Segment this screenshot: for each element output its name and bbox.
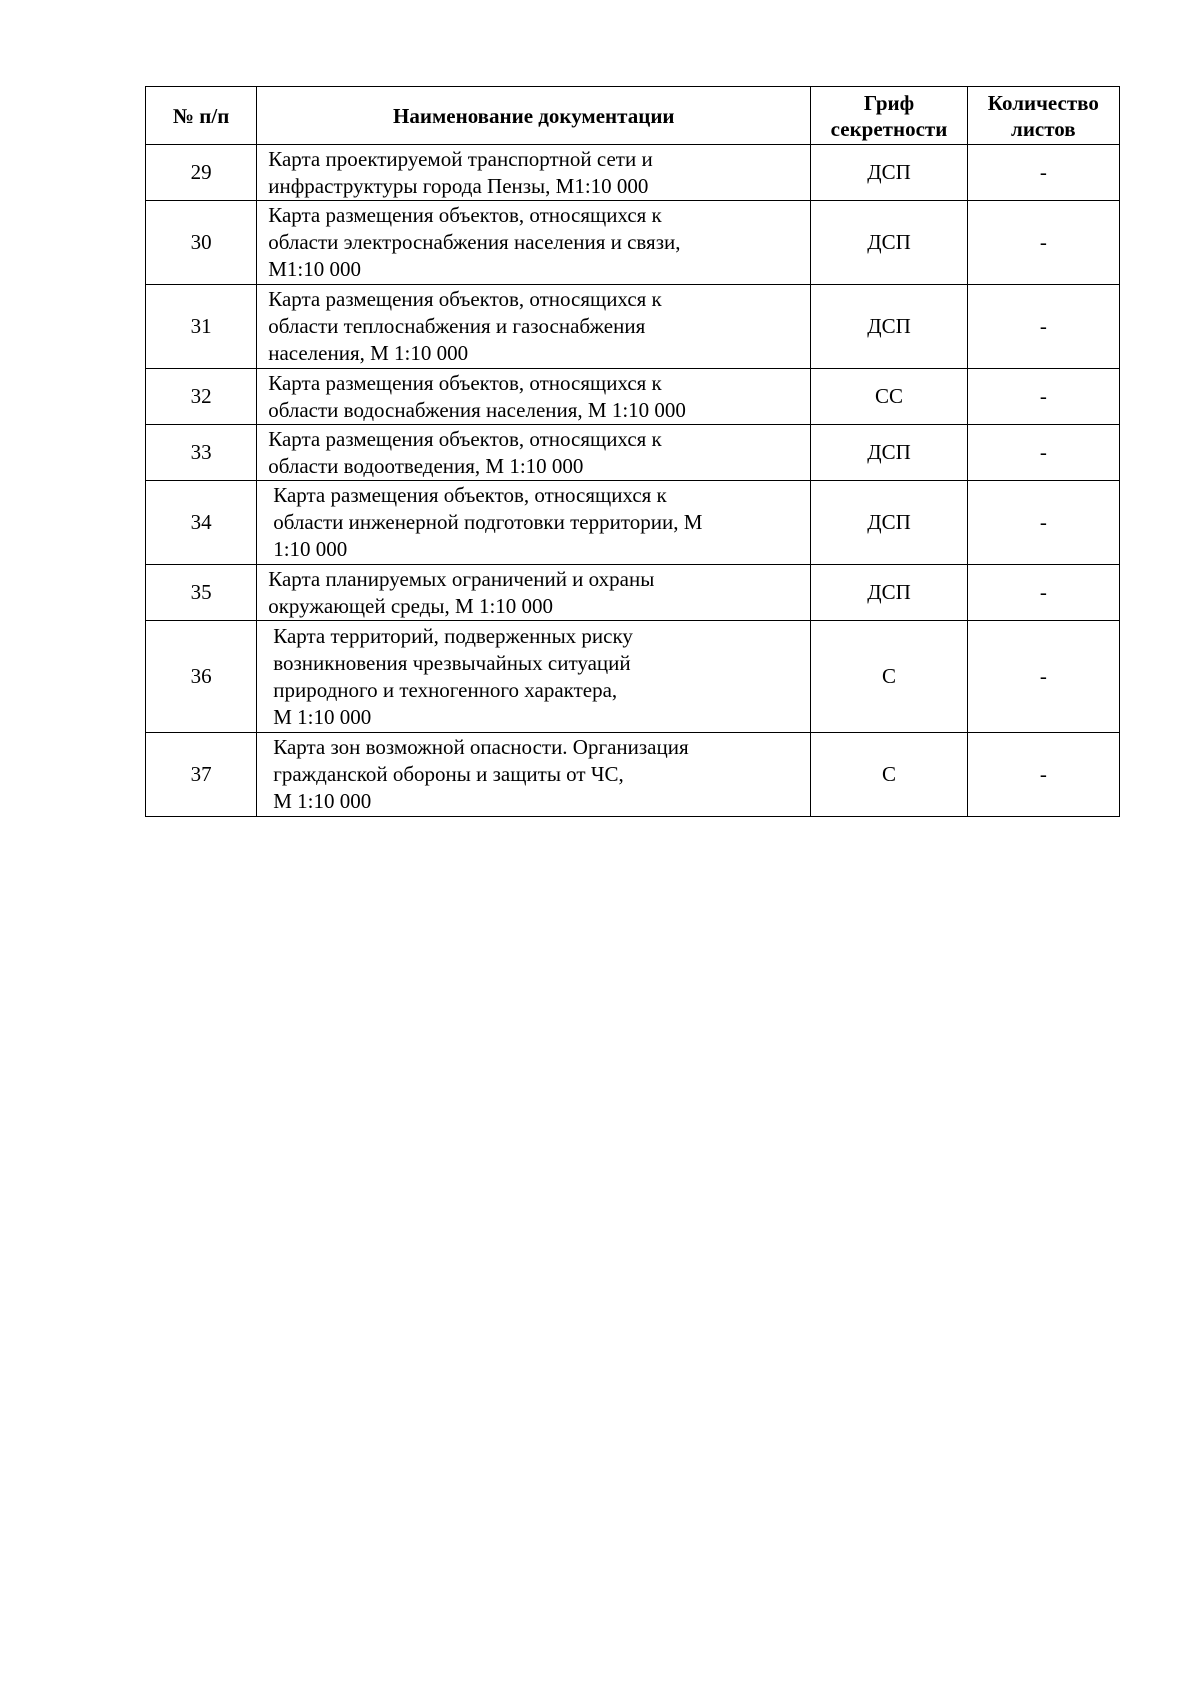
row-grif: СС: [811, 369, 967, 425]
header-num: № п/п: [146, 87, 257, 145]
row-grif: ДСП: [811, 145, 967, 201]
table-row: [146, 145, 1120, 201]
row-grif: ДСП: [811, 425, 967, 481]
row-name: Карта размещения объектов, относящихся к области водоснабжения населения, М 1:10 000: [257, 369, 811, 425]
header-grif: Гриф секретности: [811, 87, 967, 145]
table-row: [146, 621, 1120, 733]
row-name: Карта проектируемой транспортной сети и инфраструктуры города Пензы, М1:10 000: [257, 145, 811, 201]
row-name: Карта территорий, подверженных риску возникновения чрезвычайных ситуаций природного и техногенного характера, М 1:10 000: [257, 621, 811, 733]
row-num: 32: [146, 369, 257, 425]
row-qty: -: [967, 369, 1119, 425]
row-grif: ДСП: [811, 565, 967, 621]
row-name: Карта зон возможной опасности. Организация гражданской обороны и защиты от ЧС, М 1:10 000: [257, 733, 811, 817]
documentation-table: [145, 86, 1120, 817]
row-qty: -: [967, 733, 1119, 817]
row-num: 36: [146, 621, 257, 733]
row-num: 30: [146, 201, 257, 285]
row-grif: ДСП: [811, 481, 967, 565]
row-name: Карта размещения объектов, относящихся к области теплоснабжения и газоснабжения населения, М 1:10 000: [257, 285, 811, 369]
row-num: 33: [146, 425, 257, 481]
row-num: 34: [146, 481, 257, 565]
header-name: Наименование документации: [257, 87, 811, 145]
row-name: Карта размещения объектов, относящихся к области водоотведения, М 1:10 000: [257, 425, 811, 481]
row-qty: -: [967, 565, 1119, 621]
table-row: [146, 425, 1120, 481]
row-qty: -: [967, 285, 1119, 369]
row-num: 29: [146, 145, 257, 201]
row-name: Карта размещения объектов, относящихся к области инженерной подготовки территории, М 1:10 000: [257, 481, 811, 565]
row-grif: ДСП: [811, 285, 967, 369]
table-row: [146, 733, 1120, 817]
row-qty: -: [967, 621, 1119, 733]
row-grif: С: [811, 733, 967, 817]
row-grif: ДСП: [811, 201, 967, 285]
row-num: 37: [146, 733, 257, 817]
row-num: 31: [146, 285, 257, 369]
row-qty: -: [967, 481, 1119, 565]
table-row: [146, 369, 1120, 425]
row-qty: -: [967, 145, 1119, 201]
row-qty: -: [967, 425, 1119, 481]
table-header-row: [146, 87, 1120, 145]
table-row: [146, 481, 1120, 565]
table-row: [146, 201, 1120, 285]
header-qty: Количество листов: [967, 87, 1119, 145]
row-qty: -: [967, 201, 1119, 285]
table-row: [146, 565, 1120, 621]
table-row: [146, 285, 1120, 369]
row-grif: С: [811, 621, 967, 733]
row-name: Карта размещения объектов, относящихся к области электроснабжения населения и связи, М1:10 000: [257, 201, 811, 285]
row-num: 35: [146, 565, 257, 621]
row-name: Карта планируемых ограничений и охраны окружающей среды, М 1:10 000: [257, 565, 811, 621]
